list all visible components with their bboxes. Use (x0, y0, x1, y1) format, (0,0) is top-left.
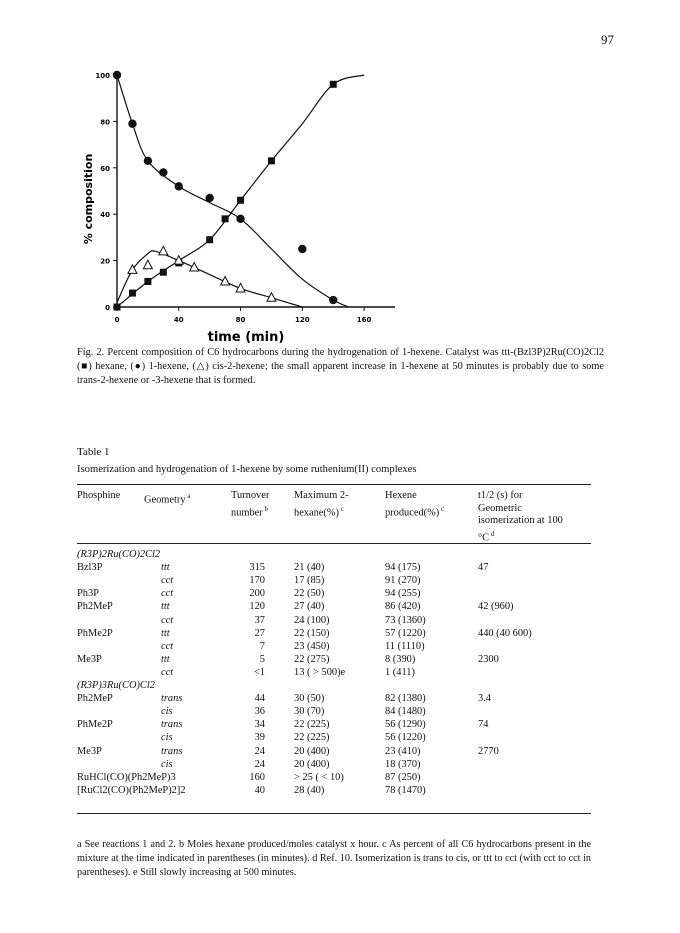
cell-hexene: 1 (411) (385, 666, 415, 678)
data-point-circle (298, 245, 306, 253)
cell-maximum: 20 (400) (294, 745, 330, 757)
cell-t12: 47 (478, 562, 489, 574)
cell-turnover: 27 (254, 627, 265, 639)
data-point-triangle (159, 246, 168, 255)
data-point-square (160, 269, 167, 276)
y-tick-label: 80 (100, 118, 110, 127)
cell-maximum: 13 ( > 500)e (294, 666, 346, 678)
cell-turnover: 200 (249, 588, 265, 600)
table-section-heading (77, 548, 591, 561)
cell-t12: 74 (478, 719, 489, 731)
cell-geometry: cct (161, 640, 174, 652)
cell-phosphine: Ph3P (77, 588, 99, 600)
data-point-circle (144, 157, 152, 165)
header-t12: t1/2 (s) for Geometric isomerization at 100 °C $^d$ (478, 490, 563, 543)
cell-turnover: 34 (254, 719, 265, 731)
data-point-square (222, 215, 229, 222)
header-phosphine: Phosphine (77, 490, 121, 501)
cell-phosphine: Me3P (77, 745, 102, 757)
cell-hexene: 86 (420) (385, 601, 421, 613)
cell-maximum: 22 (150) (294, 627, 330, 639)
table-row (77, 758, 591, 771)
cell-geometry: trans (161, 719, 183, 731)
data-point-triangle (190, 263, 199, 272)
cell-turnover: 40 (254, 784, 265, 796)
table-top-rule (77, 484, 591, 485)
cell-geometry: ttt (161, 601, 170, 613)
cell-hexene: 73 (1360) (385, 614, 426, 626)
table-row (77, 574, 591, 587)
cell-maximum: 17 (85) (294, 575, 325, 587)
cell-geometry: cct (161, 575, 174, 587)
cell-phosphine: PhMe2P (77, 627, 113, 639)
cell-t12: 440 (40 600) (478, 627, 532, 639)
cell-turnover: 315 (249, 562, 265, 574)
data-point-circle (128, 120, 136, 128)
table-row (77, 587, 591, 600)
cell-turnover: 36 (254, 706, 265, 718)
table-row (77, 627, 591, 640)
page-number: 97 (601, 32, 614, 47)
cell-maximum: 22 (50) (294, 588, 325, 600)
section-label: (R3P)2Ru(CO)2Cl2 (77, 549, 161, 560)
table-row (77, 692, 591, 705)
table-description: Isomerization and hydrogenation of 1-hexene by some ruthenium(II) complexes (77, 464, 417, 475)
cell-maximum: 21 (40) (294, 562, 325, 574)
cell-geometry: cct (161, 588, 174, 600)
cell-hexene: 8 (390) (385, 653, 416, 665)
data-point-square (237, 197, 244, 204)
cell-geometry: trans (161, 745, 183, 757)
cell-maximum: 22 (275) (294, 653, 330, 665)
table-bottom-rule (77, 813, 591, 814)
cell-hexene: 11 (1110) (385, 640, 425, 652)
cell-geometry: ttt (161, 653, 170, 665)
data-point-square (206, 236, 213, 243)
cell-phosphine: PhMe2P (77, 719, 113, 731)
cell-geometry: trans (161, 693, 183, 705)
header-turnover: Turnover number $^b$ (231, 490, 270, 518)
cell-turnover: 44 (254, 693, 265, 705)
cell-maximum: 30 (50) (294, 693, 325, 705)
cell-turnover: 39 (254, 732, 265, 744)
x-axis-label: time (min) (207, 330, 285, 345)
x-tick-label: 120 (295, 316, 310, 324)
header-maximum: Maximum 2-hexane(%) $^c$ (294, 490, 349, 518)
data-point-circle (236, 215, 244, 223)
cell-hexene: 84 (1480) (385, 706, 426, 718)
cell-t12: 42 (960) (478, 601, 514, 613)
data-point-square (129, 290, 136, 297)
table-row (77, 653, 591, 666)
cell-hexene: 57 (1220) (385, 627, 426, 639)
data-point-circle (113, 71, 121, 79)
table-row (77, 614, 591, 627)
x-tick-label: 160 (356, 316, 372, 324)
x-tick-label: 80 (235, 316, 246, 324)
cell-hexene: 87 (250) (385, 771, 421, 783)
cell-maximum: 22 (225) (294, 719, 330, 731)
cell-hexene: 94 (175) (385, 562, 421, 574)
cell-maximum: 27 (40) (294, 601, 325, 613)
cell-maximum: 30 (70) (294, 706, 325, 718)
cell-maximum: > 25 ( < 10) (294, 771, 344, 783)
table-header-rule (77, 543, 591, 544)
section-label: (R3P)3Ru(CO)Cl2 (77, 680, 155, 691)
y-tick-label: 0 (105, 304, 110, 312)
cell-phosphine: [RuCl2(CO)(Ph2MeP)2]2 (77, 784, 186, 796)
cell-turnover: 24 (254, 745, 265, 757)
data-point-circle (205, 194, 213, 202)
cell-geometry: cis (161, 706, 173, 718)
cell-phosphine: Ph2MeP (77, 693, 113, 705)
cell-maximum: 20 (400) (294, 758, 330, 770)
cell-hexene: 91 (270) (385, 575, 421, 587)
figure-caption: Fig. 2. Percent composition of C6 hydrocarbons during the hydrogenation of 1-hexene. Catalyst was ttt-(Bzl3P)2Ru(CO)2Cl2 (■) hexane, (●) 1-hexene, (△) cis-2-hexene; the small apparent increase in 1-hexene at 50 minutes is probably due to some trans-2-hexene or -3-hexene that is formed. (77, 347, 604, 386)
y-tick-label: 60 (100, 164, 110, 173)
table-section-heading (77, 679, 591, 692)
cell-turnover: 120 (249, 601, 265, 613)
table-row (77, 666, 591, 679)
cell-phosphine: Bzl3P (77, 562, 103, 574)
table-row (77, 731, 591, 744)
y-axis-label: % composition (82, 153, 95, 245)
cell-turnover: <1 (253, 666, 265, 678)
cell-turnover: 5 (259, 653, 265, 665)
table-row (77, 718, 591, 731)
cell-t12: 3.4 (478, 693, 491, 705)
cell-geometry: cct (161, 666, 174, 678)
data-point-square (144, 278, 151, 285)
cell-phosphine: RuHCl(CO)(Ph2MeP)3 (77, 771, 176, 783)
data-point-square (114, 304, 121, 311)
table-row (77, 705, 591, 718)
y-tick-label: 40 (100, 211, 110, 220)
cell-phosphine: Me3P (77, 653, 102, 665)
table-row (77, 640, 591, 653)
table-row (77, 784, 591, 797)
cell-maximum: 24 (100) (294, 614, 330, 626)
cell-hexene: 94 (255) (385, 588, 421, 600)
cell-hexene: 18 (370) (385, 758, 421, 770)
data-point-triangle (143, 260, 152, 269)
y-tick-label: 20 (100, 257, 110, 266)
cell-hexene: 56 (1220) (385, 732, 426, 744)
x-tick-label: 0 (114, 316, 120, 324)
cell-maximum: 22 (225) (294, 732, 330, 744)
cell-hexene: 23 (410) (385, 745, 421, 757)
cell-maximum: 28 (40) (294, 784, 325, 796)
header-hexene: Hexene produced(%) $^c$ (385, 490, 445, 518)
cell-t12: 2770 (478, 745, 499, 757)
cell-turnover: 160 (249, 771, 265, 783)
cell-geometry: ttt (161, 627, 170, 639)
data-point-circle (329, 296, 337, 304)
cell-hexene: 82 (1380) (385, 693, 426, 705)
cell-turnover: 37 (254, 614, 265, 626)
cell-geometry: cct (161, 614, 174, 626)
cell-geometry: cis (161, 732, 173, 744)
cell-phosphine: Ph2MeP (77, 601, 113, 613)
header-geometry: Geometry $^a$ (144, 492, 191, 506)
figure-2-chart (0, 0, 680, 345)
cell-turnover: 24 (254, 758, 265, 770)
y-tick-label: 100 (95, 72, 110, 80)
data-point-circle (159, 168, 167, 176)
data-point-circle (175, 182, 183, 190)
data-point-square (330, 81, 337, 88)
cell-turnover: 170 (249, 575, 265, 587)
x-tick-label: 40 (173, 316, 184, 324)
cell-turnover: 7 (259, 640, 265, 652)
series-line-hexane (117, 75, 364, 307)
table-row (77, 600, 591, 613)
table-row (77, 561, 591, 574)
data-point-square (268, 157, 275, 164)
series-line-1-hexene (117, 75, 349, 307)
table-footnote: a See reactions 1 and 2. b Moles hexane produced/moles catalyst x hour. c As percent of all C6 hydrocarbons present in the mixture at the time indicated in parentheses (in minutes). d Ref. 10. Isomerization is trans to cis, or ttt to cct (with cct to cct in parentheses). e Still slowly increasing at 500 minutes. (77, 839, 591, 878)
cell-maximum: 23 (450) (294, 640, 330, 652)
cell-geometry: cis (161, 758, 173, 770)
cell-hexene: 78 (1470) (385, 784, 426, 796)
cell-hexene: 56 (1290) (385, 719, 426, 731)
table-title: Table 1 (77, 446, 110, 458)
table-row (77, 771, 591, 784)
table-row (77, 745, 591, 758)
cell-geometry: ttt (161, 562, 170, 574)
cell-t12: 2300 (478, 653, 499, 665)
